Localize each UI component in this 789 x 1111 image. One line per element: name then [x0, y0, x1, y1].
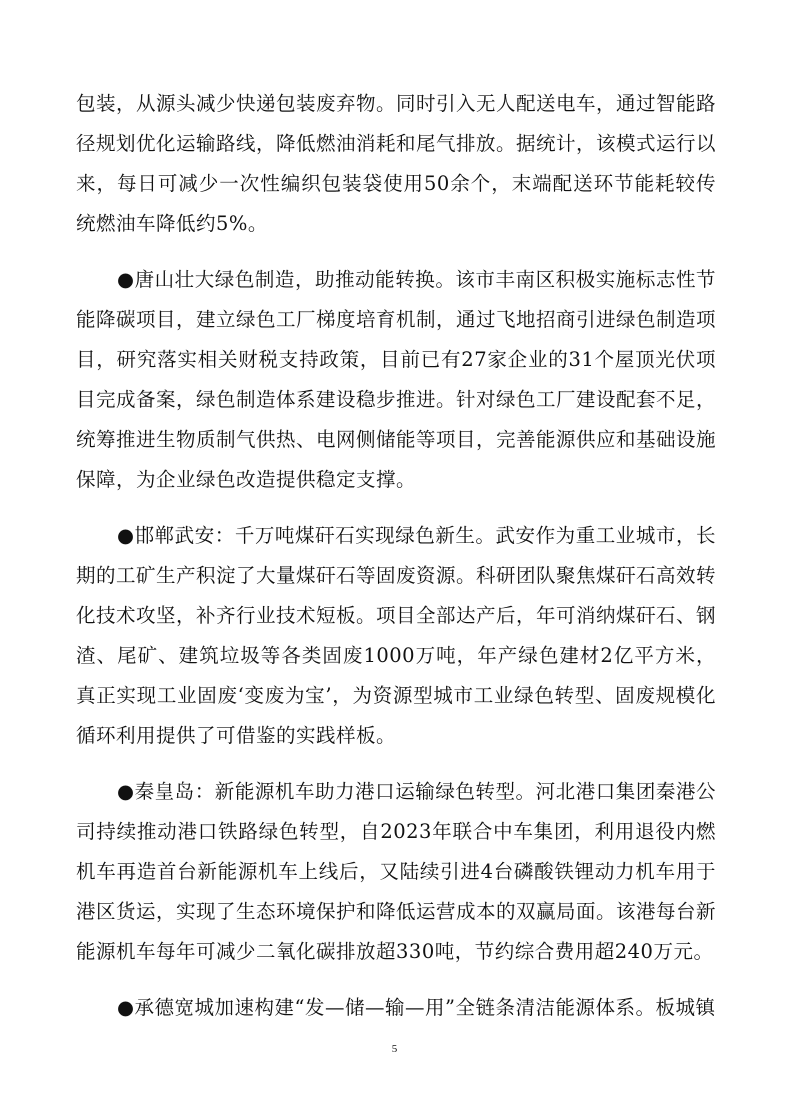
paragraph-handan-wuan: ●邯郸武安：千万吨煤矸石实现绿色新生。武安作为重工业城市，长期的工矿生产积淀了大量煤矸石等固废资源。科研团队聚焦煤矸石高效转化技术攻坚，补齐行业技术短板。项目全部达产后，年可消纳煤矸石、钢渣、尾矿、建筑垃圾等各类固废1000万吨，年产绿色建材2亿平方米，真正实现工业固废‘变废为宝’，为资源型城市工业绿色转型、固废规模化循环利用提供了可借鉴的实践样板。: [76, 524, 717, 747]
paragraph-packaging: 包装，从源头减少快递包装废弃物。同时引入无人配送电车，通过智能路径规划优化运输路线，降低燃油消耗和尾气排放。据统计，该模式运行以来，每日可减少一次性编织包装袋使用50余个，末端配送环节能耗较传统燃油车降低约5%。: [76, 92, 717, 235]
page-number: 5: [391, 1043, 398, 1055]
paragraph-tangshan: ●唐山壮大绿色制造，助推动能转换。该市丰南区积极实施标志性节能降碳项目，建立绿色工厂梯度培育机制，通过飞地招商引进绿色制造项目，研究落实相关财税支持政策，目前已有27家企业的31个屋顶光伏项目完成备案，绿色制造体系建设稳步推进。针对绿色工厂建设配套不足，统筹推进生物质制气供热、电网侧储能等项目，完善能源供应和基础设施保障，为企业绿色改造提供稳定支撑。: [76, 268, 717, 491]
paragraph-qinhuangdao: ●秦皇岛：新能源机车助力港口运输绿色转型。河北港口集团秦港公司持续推动港口铁路绿色转型，自2023年联合中车集团，利用退役内燃机车再造首台新能源机车上线后，又陆续引进4台磷酸铁锂动力机车用于港区货运，实现了生态环境保护和降低运营成本的双赢局面。该港每台新能源机车每年可减少二氧化碳排放超330吨，节约综合费用超240万元。: [76, 780, 717, 963]
paragraph-chengde-kuancheng: ●承德宽城加速构建“发—储—输—用”全链条清洁能源体系。板城镇: [117, 996, 716, 1019]
document-body: [76, 84, 716, 1044]
